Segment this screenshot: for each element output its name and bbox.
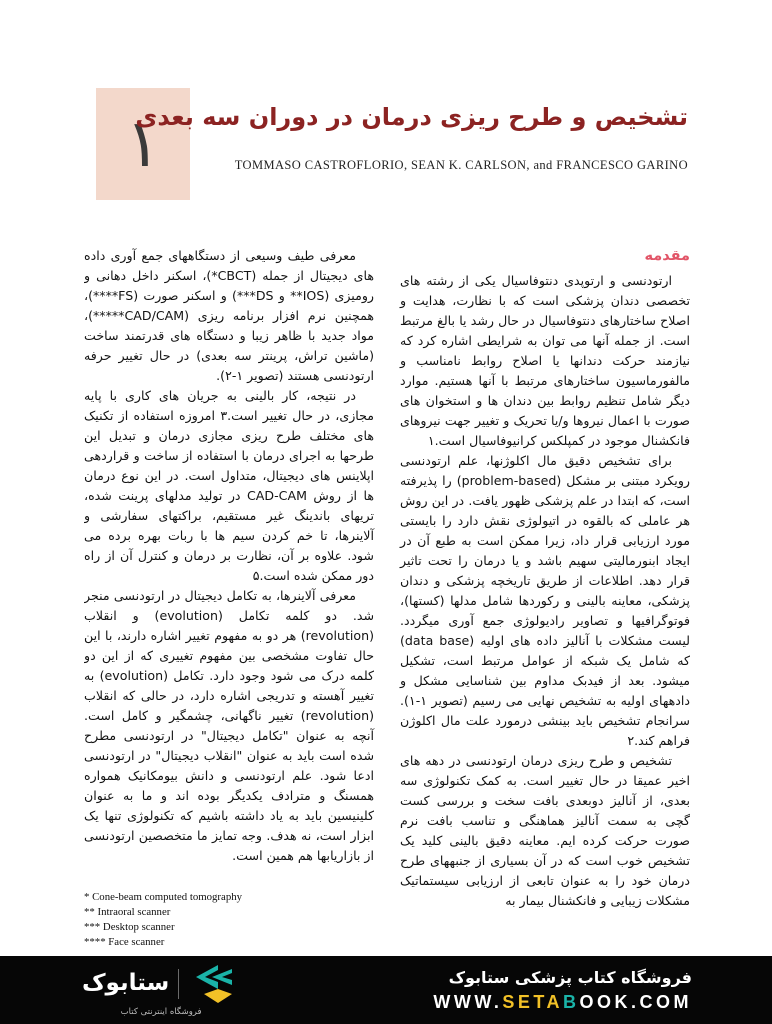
url-segment-ook-com: OOK.COM (579, 991, 692, 1012)
paragraph-left-3: معرفی آلاینرها، به تکامل دیجیتال در ارتودنسی منجر شد. دو کلمه تکامل (evolution) و انقلاب (revolution) هر دو به مفهوم تغییر اشاره دارند، با این حال تفاوت مشخصی بین مفهوم تغییری که از این دو کلمه درک می شود وجود دارد. تکامل (evolution) به تغییر آهسته و تدریجی اشاره دارد، در حالی که انقلاب (revolution) تغییر ناگهانی، چشمگیر و کامل است. آنچه به عنوان "تکامل دیجیتال" در ارتودنسی مطرح شده است باید به عنوان "انقلاب دیجیتال" در ارتودنسی ادعا شود. علم ارتودنسی و دانش بیومکانیک همواره همسنگ و مترادف یکدیگر بوده اند و ما به عنوان کلینیسین باید به یاد داشته باشیم که تکنولوژی تنها یک ابزار است، نه هدف. وجه تمایز ما متخصصین ارتودنسی از بازاریابها هم همین است. (84, 588, 375, 863)
footnote-intraoral-scanner: ** Intraoral scanner (84, 906, 171, 918)
store-name-line: فروشگاه کتاب پزشکی ستابوک (448, 967, 692, 987)
logo-tagline: فروشگاه اینترنتی کتاب (120, 1006, 202, 1017)
footnotes (84, 878, 374, 950)
chapter-title: تشخیص و طرح ریزی درمان در دوران سه بعدی (135, 103, 688, 131)
setabook-logo-top (82, 964, 240, 1004)
column-left (84, 246, 374, 950)
paragraph-right-1: ارتودنسی و ارتوپدی دنتوفاسیال یکی از رشته های تخصصی دندان پزشکی است که با نظارت، هدایت و اصلاح ساختارهای دنتوفاسیال در حال رشد یا بالغ مرتبط است. از جمله آنها می توان به شرایطی اشاره کرد که نیازمند حرکت دندانها یا اصلاح روابط نامناسب و مالفورماسیون ساختارهای مرتبط با آنها هستیم. موارد دیگر شامل تنظیم روابط بین دندان ها و استخوان های صورت با اعمال نیروها و/یا تحریک و تغییر جهت نیروهای فانکشنال موجود در کمپلکس کرانیوفاسیال است.۱ (400, 273, 690, 448)
paragraph-left-1: معرفی طیف وسیعی از دستگاههای جمع آوری داده های دیجیتال از جمله (CBCT*)، اسکنر داخل دهانی و رومیزی (IOS** و DS***) و اسکنر صورت (FS****)، همچنین نرم افزار برنامه ریزی (CAD/CAM*****)، مواد جدید با ظاهر زیبا و دستگاه های قدرتمند ساخت (ماشین تراش، پرینتر سه بعدی) در حال تغییر حرفه ارتودنسی هستند (تصویر ۱-۲). (84, 248, 374, 383)
url-segment-www: WWW. (433, 991, 503, 1012)
footnote-desktop-scanner: *** Desktop scanner (84, 921, 175, 933)
footer-text-block (433, 968, 692, 1013)
footnote-cbct: * Cone-beam computed tomography (84, 891, 243, 903)
url-segment-b: B (563, 991, 580, 1012)
setabook-logo (82, 964, 240, 1017)
chapter-number: ۱ (125, 105, 161, 182)
paragraph-left-2: در نتیجه، کار بالینی به جریان های کاری با پایه مجازی، در حال تغییر است.۳ امروزه استفاده از تکنیک های مختلف طرح ریزی مجازی درمان و تبدیل این طرحها به اجرای درمان با استفاده از ساخت و قراردهی اپلاینس های دیجیتال، متداول است. در این نوع درمان ها از روش CAD-CAM در تولید مدلهای پرینت شده، تریهای باندینگ غیر مستقیم، براکتهای سفارشی و آلاینرها، تا خم کردن سیم ها با ربات بهره برده می شود. علاوه بر آن، نظارت بر درمان و کنترل آن از راه دور ممکن شده است.۵ (84, 388, 374, 583)
logo-divider (178, 969, 179, 999)
url-segment-seta: SETA (502, 991, 563, 1012)
body-text (84, 246, 690, 950)
footer-bar (0, 956, 772, 1024)
logo-brand-text: ستابوک (82, 969, 170, 996)
paragraph-right-2: برای تشخیص دقیق مال اکلوژنها، علم ارتودنسی رویکرد مبتنی بر مشکل (problem-based) را پذیرفته است، که ابتدا در علم پزشکی ظهور یافت. در این روش هر عاملی که بالقوه در اتیولوژی نقش دارد را بایستی مورد ارزیابی قرار داد، زیرا ممکن است به طبع آن در ایجاد ابنورمالیتی سهیم باشد و یا درمان را تحت تاثیر قرار دهد. اطلاعات از طریق تاریخچه پزشکی و دندان پزشکی، معاینه بالینی و رکوردها شامل مدلها (کستها)، فوتوگرافیها و تصاویر رادیولوژی جمع آوری میگردد. لیست مشکلات با آنالیز داده های اولیه (data base) که شامل یک شبکه از عوامل مرتبط است، تشکیل میشود. بعد از فیدبک مداوم بین شناسایی مشکل و دادههای اولیه به تشخیص نهایی می رسیم (تصویر ۱-۱). سرانجام تشخیص باید بینشی درمورد علت مال اکلوژن فراهم کند.۲ (400, 453, 690, 748)
footnote-face-scanner: **** Face scanner (84, 936, 165, 948)
column-right (400, 246, 690, 950)
website-url (433, 992, 692, 1013)
intro-heading: مقدمه (644, 248, 690, 264)
paragraph-right-3: تشخیص و طرح ریزی درمان ارتودنسی در دهه های اخیر عمیقا در حال تغییر است. به کمک تکنولوژی سه بعدی، از آنالیز دوبعدی بافت سخت و بررسی کست گچی به سمت آنالیز هماهنگی و تناسب بافت نرم صورت حرکت کرده ایم. معاینه دقیق بالینی کلید یک تشخیص خوب است که در آن بسیاری از جنبههای طرح درمان خود را به عنوان تابعی از ارزیابی سیستماتیک مشکلات زیبایی و فانکشنال بیمار به (400, 753, 690, 908)
book-chevron-icon (188, 964, 240, 1004)
authors-line: TOMMASO CASTROFLORIO, SEAN K. CARLSON, and FRANCESCO GARINO (234, 158, 688, 172)
